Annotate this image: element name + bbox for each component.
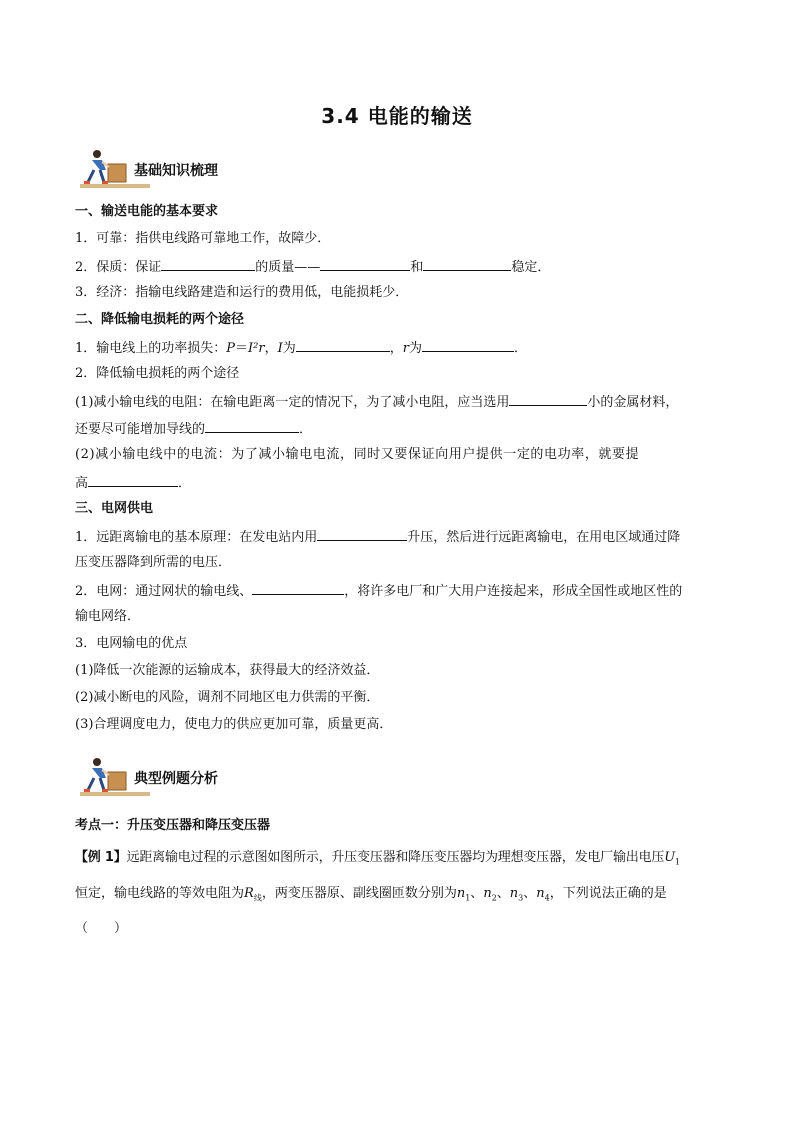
fill-blank	[88, 473, 178, 487]
section-title-examples: 典型例题分析	[134, 771, 218, 787]
paragraph: 输电网络．	[75, 609, 141, 624]
paragraph: 1．可靠：指供电线路可靠地工作，故障少．	[75, 231, 331, 246]
fill-blank	[423, 257, 511, 271]
example-question: 恒定，输电线路的等效电阻为$R_线$，两变压器原、副线圈匝数分别为$n_1$、$n_2$、$n_3$、$n_4$，下列说法正确的是	[75, 886, 667, 903]
paragraph: 2．降低输电损耗的两个途径	[75, 366, 240, 381]
heading-2: 二、降低输电损耗的两个途径	[75, 312, 245, 327]
fill-blank	[161, 257, 255, 271]
paragraph: 2．保质：保证 的质量—— 和 稳定．	[75, 257, 735, 277]
page-title: 3.4 电能的输送	[321, 104, 473, 128]
section-title-basics: 基础知识梳理	[134, 163, 218, 179]
paragraph: (3)合理调度电力，使电力的供应更加可靠，质量更高．	[75, 717, 393, 732]
fill-blank	[422, 338, 514, 352]
paragraph: (1)减小输电线的电阻：在输电距离一定的情况下，为了减小电阻，应当选用 小的金属材料，	[75, 392, 735, 412]
paragraph: 还要尽可能增加导线的 ．	[75, 419, 735, 439]
paragraph: 2．电网：通过网状的输电线、 ，将许多电厂和广大用户连接起来，形成全国性或地区性的	[75, 581, 735, 601]
paragraph: 3．经济：指输电线路建造和运行的费用低，电能损耗少．	[75, 285, 409, 300]
heading-3: 三、电网供电	[75, 501, 154, 516]
fill-blank	[205, 419, 299, 433]
paragraph: 高 ．	[75, 473, 735, 493]
paragraph: (1)降低一次能源的运输成本，获得最大的经济效益．	[75, 663, 380, 678]
paragraph: (2)减小输电线中的电流：为了减小输电电流，同时又要保证向用户提供一定的电功率，就要提	[75, 447, 640, 462]
fill-blank	[252, 581, 344, 595]
heading-1: 一、输送电能的基本要求	[75, 204, 219, 219]
example-question: 【例 1】远距离输电过程的示意图如图所示，升压变压器和降压变压器均为理想变压器，发电厂输出电压$U_1$	[75, 850, 680, 867]
fill-blank	[509, 392, 587, 406]
paragraph: 压变压器降到所需的电压．	[75, 555, 232, 570]
fill-blank	[317, 527, 407, 541]
fill-blank	[320, 257, 410, 271]
paragraph: (2)减小断电的风险，调剂不同地区电力供需的平衡．	[75, 690, 380, 705]
fill-blank	[296, 338, 390, 352]
answer-bracket: （ ）	[75, 921, 128, 936]
paragraph: 1．输电线上的功率损失：P＝I²r，I为 ，r为 ．	[75, 338, 735, 358]
topic-heading: 考点一：升压变压器和降压变压器	[75, 818, 271, 833]
paragraph: 3．电网输电的优点	[75, 636, 188, 651]
paragraph: 1．远距离输电的基本原理：在发电站内用 升压，然后进行远距离输电，在用电区域通过降	[75, 527, 735, 547]
